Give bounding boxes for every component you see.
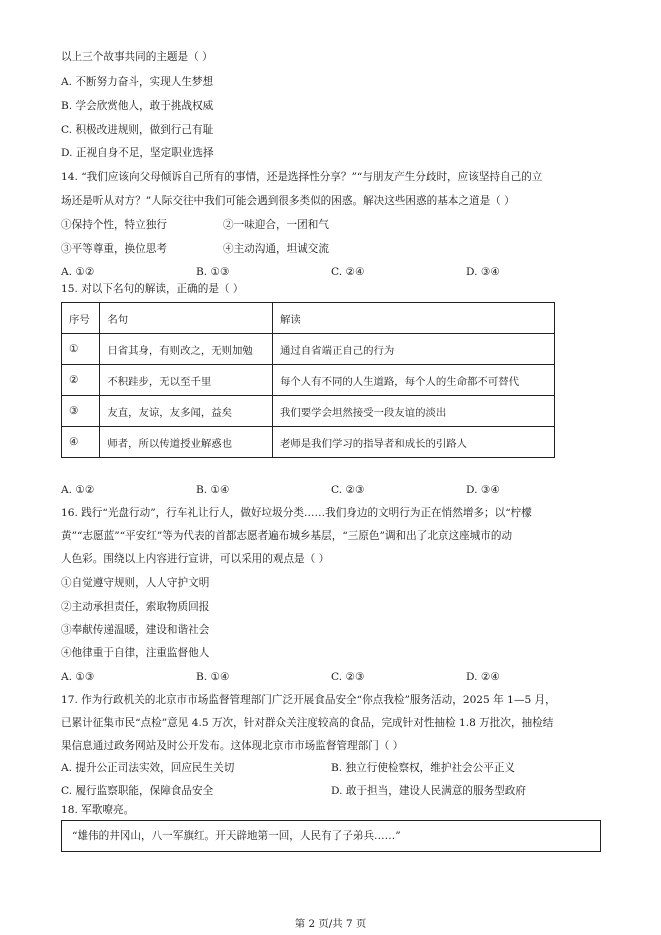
table-cell: ① [62, 334, 100, 365]
q16-statement-4: ④他律重于自律，注重监督他人 [61, 647, 210, 659]
q15-table [61, 302, 555, 458]
q17-options-row-1 [61, 761, 601, 775]
q13-option-c: C. 积极改进规则，做到行己有耻 [61, 124, 214, 136]
table-header-cell: 名句 [100, 303, 273, 334]
table-row [62, 365, 555, 396]
q13-option-b: B. 学会欣赏他人，敢于挑战权威 [61, 100, 214, 112]
q14-statement-2: ②一味迎合，一团和气 [223, 219, 329, 231]
table-cell: ④ [62, 427, 100, 458]
table-row [62, 396, 555, 427]
table-row [62, 334, 555, 365]
table-cell: 我们要学会坦然接受一段友谊的淡出 [273, 396, 555, 427]
q14-answers [61, 265, 601, 279]
q14-stem-line-2: 场还是听从对方？”人际交往中我们可能会遇到很多类似的困惑。解决这些困惑的基本之道是（ ） [61, 195, 515, 207]
table-cell: 不积跬步，无以至千里 [100, 365, 273, 396]
q16-statement-1: ①自觉遵守规则，人人守护文明 [61, 577, 210, 589]
q17-stem-line-2: 已累计征集市民“点检”意见 4.5 万次，针对群众关注度较高的食品，完成针对性抽检 1.8 万批次，抽检结 [61, 717, 554, 729]
q16-answer-b: B. ①④ [196, 671, 230, 683]
q16-answer-a: A. ①③ [61, 671, 95, 683]
q15-answers [61, 483, 601, 497]
q14-statement-3: ③平等尊重，换位思考 [61, 243, 167, 255]
table-cell: 日省其身，有则改之，无则加勉 [100, 334, 273, 365]
q17-option-a: A. 提升公正司法实效，回应民生关切 [61, 762, 235, 774]
q13-option-a: A. 不断努力奋斗，实现人生梦想 [61, 76, 214, 88]
q14-statement-1: ①保持个性，特立独行 [61, 219, 167, 231]
q14-statement-4: ④主动沟通，坦诚交流 [223, 243, 329, 255]
q13-option-d: D. 正视自身不足，坚定职业选择 [61, 147, 214, 159]
table-header-cell: 序号 [62, 303, 100, 334]
q14-answer-a: A. ①② [61, 266, 95, 278]
q15-answer-a: A. ①② [61, 484, 95, 496]
q16-answers [61, 670, 601, 684]
q18-quote-text: “雄伟的井冈山，八一军旗红。开天辟地第一回，人民有了子弟兵……” [72, 830, 401, 842]
q15-answer-c: C. ②③ [331, 484, 365, 496]
q14-stem-line-1: 14. “我们应该向父母倾诉自己所有的事情，还是选择性分享？”“与朋友产生分歧时，应该坚持自己的立 [61, 171, 543, 183]
table-header-cell: 解读 [273, 303, 555, 334]
q15-answer-d: D. ③④ [466, 484, 500, 496]
page-number-footer: 第 2 页/共 7 页 [294, 918, 367, 930]
q17-stem-line-3: 果信息通过政务网站及时公开发布。这体现北京市市场监督管理部门（ ） [61, 740, 404, 752]
q16-answer-d: D. ②④ [466, 671, 500, 683]
q17-option-c: C. 履行监察职能，保障食品安全 [61, 785, 214, 797]
q17-option-b: B. 独立行使检察权，维护社会公平正义 [331, 762, 516, 774]
q18-stem: 18. 军歌嘹亮。 [61, 804, 135, 816]
table-cell: 友直，友谅，友多闻，益矣 [100, 396, 273, 427]
q14-answer-c: C. ②④ [331, 266, 365, 278]
q16-stem-line-3: 人色彩。围绕以上内容进行宣讲，可以采用的观点是（ ） [61, 553, 330, 565]
q14-statements-row-1 [61, 218, 601, 232]
q16-answer-c: C. ②③ [331, 671, 365, 683]
q16-stem-line-1: 16. 践行“光盘行动”，行车礼让行人，做好垃圾分类……我们身边的文明行为正在悄然增多；以“柠檬 [61, 507, 532, 519]
q18-quote-box [61, 820, 601, 852]
q17-option-d: D. 敢于担当，建设人民满意的服务型政府 [331, 785, 526, 797]
q14-statements-row-2 [61, 242, 601, 256]
q13-stem-tail: 以上三个故事共同的主题是（ ） [61, 51, 213, 63]
table-header-row [62, 303, 555, 334]
q16-statement-3: ③奉献传递温暖，建设和谐社会 [61, 624, 210, 636]
q15-answer-b: B. ①④ [196, 484, 230, 496]
table-cell: 每个人有不同的人生道路，每个人的生命都不可替代 [273, 365, 555, 396]
table-cell: 老师是我们学习的指导者和成长的引路人 [273, 427, 555, 458]
table-cell: ③ [62, 396, 100, 427]
q16-statement-2: ②主动承担责任，索取物质回报 [61, 601, 210, 613]
q16-stem-line-2: 黄”“志愿蓝”“平安红”等为代表的首都志愿者遍布城乡基层，“三原色”调和出了北京这座城市的动 [61, 530, 513, 542]
q14-answer-d: D. ③④ [466, 266, 500, 278]
table-row [62, 427, 555, 458]
table-cell: 师者，所以传道授业解惑也 [100, 427, 273, 458]
q17-stem-line-1: 17. 作为行政机关的北京市市场监督管理部门广泛开展食品安全“你点我检”服务活动，2025 年 1—5 月， [61, 694, 556, 706]
table-cell: 通过自省端正自己的行为 [273, 334, 555, 365]
q17-options-row-2 [61, 784, 601, 798]
table-cell: ② [62, 365, 100, 396]
q15-stem: 15. 对以下名句的解读，正确的是（ ） [61, 283, 244, 295]
q14-answer-b: B. ①③ [196, 266, 230, 278]
